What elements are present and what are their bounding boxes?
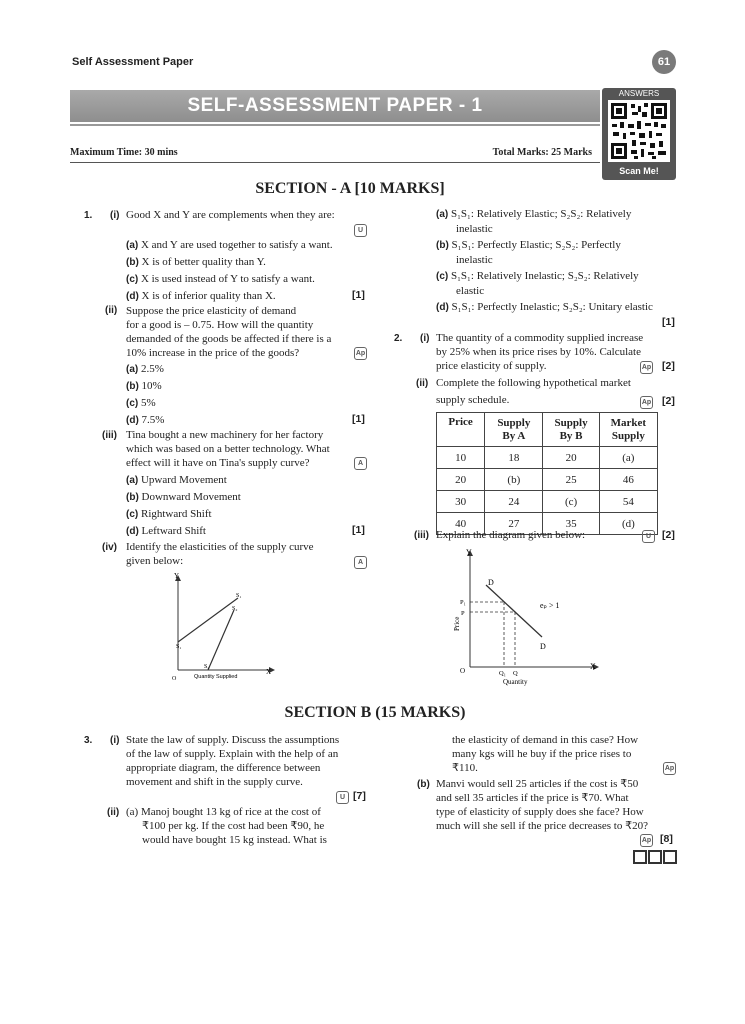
analyse-badge-icon: A	[354, 556, 367, 569]
option-a: (a) S₁S₁: Relatively Elastic; S₂S₂: Relatively inelastic	[436, 208, 632, 235]
table-row: 30 24 (c) 54	[437, 491, 658, 513]
q1-ii-text: Suppose the price elasticity of demand for a good is – 0.75. How will the quantity demanded of the goods be affected if there is a 10% increase in the price of the goods?	[126, 305, 332, 359]
q1-i-label: (i)	[110, 210, 120, 221]
elasticity-label: eₚ > 1	[540, 601, 560, 610]
table-header	[437, 413, 658, 447]
q1-iii-text: Tina bought a new machinery for her factory which was based on a better technology. What effect will it have on Tina's supply curve?	[126, 429, 330, 469]
q1-iii-options	[126, 473, 241, 541]
q2-i-marks: [2]	[662, 360, 675, 372]
supply-schedule-table	[436, 412, 658, 535]
q2-i-label: (i)	[420, 333, 430, 344]
s1-bottom-label: S₁	[176, 644, 182, 650]
q1-ii-marks: [1]	[352, 413, 365, 425]
table-row: 10 18 20 (a)	[437, 447, 658, 469]
q1-ii-options	[126, 362, 164, 430]
option-a: (a) X and Y are used together to satisfy a want.	[126, 239, 333, 251]
total-marks: Total Marks: 25 Marks	[492, 147, 592, 158]
q1-label: Q₁	[499, 670, 506, 677]
q1-ii-label: (ii)	[105, 305, 118, 316]
s2-top-label: S₂	[232, 606, 238, 612]
section-b-title: SECTION B (15 MARKS)	[284, 704, 466, 721]
page-number: 61	[652, 50, 676, 74]
running-title: Self Assessment Paper	[72, 56, 194, 68]
q1-iv-text: Identify the elasticities of the supply curve given below:	[126, 541, 314, 567]
s2-curve	[208, 610, 234, 670]
d-bottom-label: D	[540, 642, 546, 651]
q2-ii-text: Complete the following hypothetical market supply schedule.	[436, 377, 631, 406]
s1-top-label: S₁	[236, 593, 242, 599]
s1-curve	[178, 598, 238, 642]
x-label: X	[266, 668, 272, 676]
supply-elasticity-diagram	[160, 570, 290, 685]
option-d: (d) X is of inferior quality than X.	[126, 290, 276, 302]
banner-divider	[70, 124, 600, 126]
understand-badge-icon: U	[336, 791, 349, 804]
option-d: (d) Leftward Shift	[126, 525, 206, 537]
option-b: (b) X is of better quality than Y.	[126, 256, 266, 268]
q3-ii-b-label: (b)	[417, 779, 430, 790]
understand-badge-icon: U	[354, 224, 367, 237]
q1-i-text: Good X and Y are complements when they are:	[126, 209, 335, 221]
apply-badge-icon: Ap	[640, 361, 653, 374]
q3-i-label: (i)	[110, 735, 120, 746]
header-supply-a: Supply By A	[485, 413, 543, 447]
option-c: (c) Rightward Shift	[126, 508, 212, 520]
header-market-supply: Market Supply	[599, 413, 657, 447]
option-c: (c) X is used instead of Y to satisfy a want.	[126, 273, 315, 285]
x-label: X	[590, 662, 596, 671]
q1-iii-label: (iii)	[102, 430, 117, 441]
apply-badge-icon: Ap	[640, 834, 653, 847]
q3-ii-label: (ii)	[107, 807, 120, 818]
header-supply-b: Supply By B	[543, 413, 599, 447]
origin-label: O	[460, 667, 466, 675]
q2-iii-text: Explain the diagram given below:	[436, 529, 586, 541]
table-row: 20 (b) 25 46	[437, 469, 658, 491]
q3-i-marks: [7]	[353, 790, 366, 802]
p1-label: P₁	[460, 599, 466, 606]
end-marker-icon	[633, 850, 678, 869]
option-b: (b) 10%	[126, 380, 162, 392]
max-time: Maximum Time: 30 mins	[70, 147, 178, 158]
q2-number: 2.	[394, 333, 403, 344]
q2-ii-marks: [2]	[662, 395, 675, 407]
demand-elasticity-diagram	[448, 545, 608, 687]
section-a-title: SECTION - A [10 MARKS]	[255, 180, 445, 197]
apply-badge-icon: Ap	[663, 762, 676, 775]
option-b: (b) S₁S₁: Perfectly Elastic; S₂S₂: Perfectly inelastic	[436, 239, 621, 266]
y-label: Y	[174, 572, 180, 580]
understand-badge-icon: U	[642, 530, 655, 543]
meta-divider	[70, 162, 600, 163]
option-a: (a) Upward Movement	[126, 474, 227, 486]
q3-number: 3.	[84, 735, 93, 746]
d-top-label: D	[488, 578, 494, 587]
s2-bottom-label: S₂	[204, 664, 210, 670]
qr-answers-label: ANSWERS	[618, 89, 660, 98]
q3-ii-a-text: (a) Manoj bought 13 kg of rice at the cost of ₹100 per kg. If the cost had been ₹90, he would have bought 15 kg instead. What is	[126, 806, 327, 846]
y-label: Y	[466, 548, 472, 557]
option-d: (d) 7.5%	[126, 414, 165, 426]
q3-ii-a-continued: the elasticity of demand in this case? How many kgs will he buy if the price rises to ₹110.	[452, 734, 639, 774]
q2-iii-marks: [2]	[662, 529, 675, 541]
option-c: (c) S₁S₁: Relatively Inelastic; S₂S₂: Relatively elastic	[436, 270, 639, 297]
x-axis-title: Quantity Supplied	[194, 674, 238, 680]
quantity-axis-title: Quantity	[503, 678, 528, 686]
q1-number: 1.	[84, 210, 93, 221]
option-a: (a) 2.5%	[126, 363, 164, 375]
q3-ii-b-text: Manvi would sell 25 articles if the cost is ₹50 and sell 35 articles if the price is ₹70. What type of elasticity of supply does she face? How much will she sell if the price decreases to ₹20?	[436, 778, 648, 832]
q2-i-text: The quantity of a commodity supplied increase by 25% when its price rises by 10%. Calculate price elasticity of supply.	[436, 332, 644, 372]
option-d: (d) S₁S₁: Perfectly Inelastic; S₂S₂: Unitary elastic	[436, 301, 653, 313]
q3-i-text: State the law of supply. Discuss the assumptions of the law of supply. Explain with the help of an appropriate diagram, the difference between movement and shift in the supply curve.	[126, 734, 340, 788]
q1-iv-label: (iv)	[102, 542, 117, 553]
option-b: (b) Downward Movement	[126, 491, 241, 503]
q-label: Q	[513, 670, 518, 677]
q1-iv-options	[436, 207, 676, 317]
price-axis-title: Price	[453, 616, 461, 631]
q1-iii-marks: [1]	[352, 524, 365, 536]
apply-badge-icon: Ap	[354, 347, 367, 360]
q3-ii-marks: [8]	[660, 833, 673, 845]
table-row: 40 27 35 (d)	[437, 513, 658, 535]
demand-curve	[486, 585, 542, 637]
q1-iv-marks: [1]	[662, 316, 675, 328]
option-c: (c) 5%	[126, 397, 156, 409]
origin-label: O	[172, 676, 177, 682]
qr-scan-label: Scan Me!	[619, 166, 659, 176]
p-label: P	[461, 610, 465, 617]
qr-code-icon[interactable]	[608, 100, 670, 162]
q2-ii-label: (ii)	[416, 378, 429, 389]
header-price: Price	[437, 413, 485, 447]
paper-title: SELF-ASSESSMENT PAPER - 1	[187, 95, 483, 116]
analyse-badge-icon: A	[354, 457, 367, 470]
q1-i-options	[126, 238, 333, 306]
apply-badge-icon: Ap	[640, 396, 653, 409]
q2-iii-label: (iii)	[414, 530, 429, 541]
q1-i-marks: [1]	[352, 289, 365, 301]
